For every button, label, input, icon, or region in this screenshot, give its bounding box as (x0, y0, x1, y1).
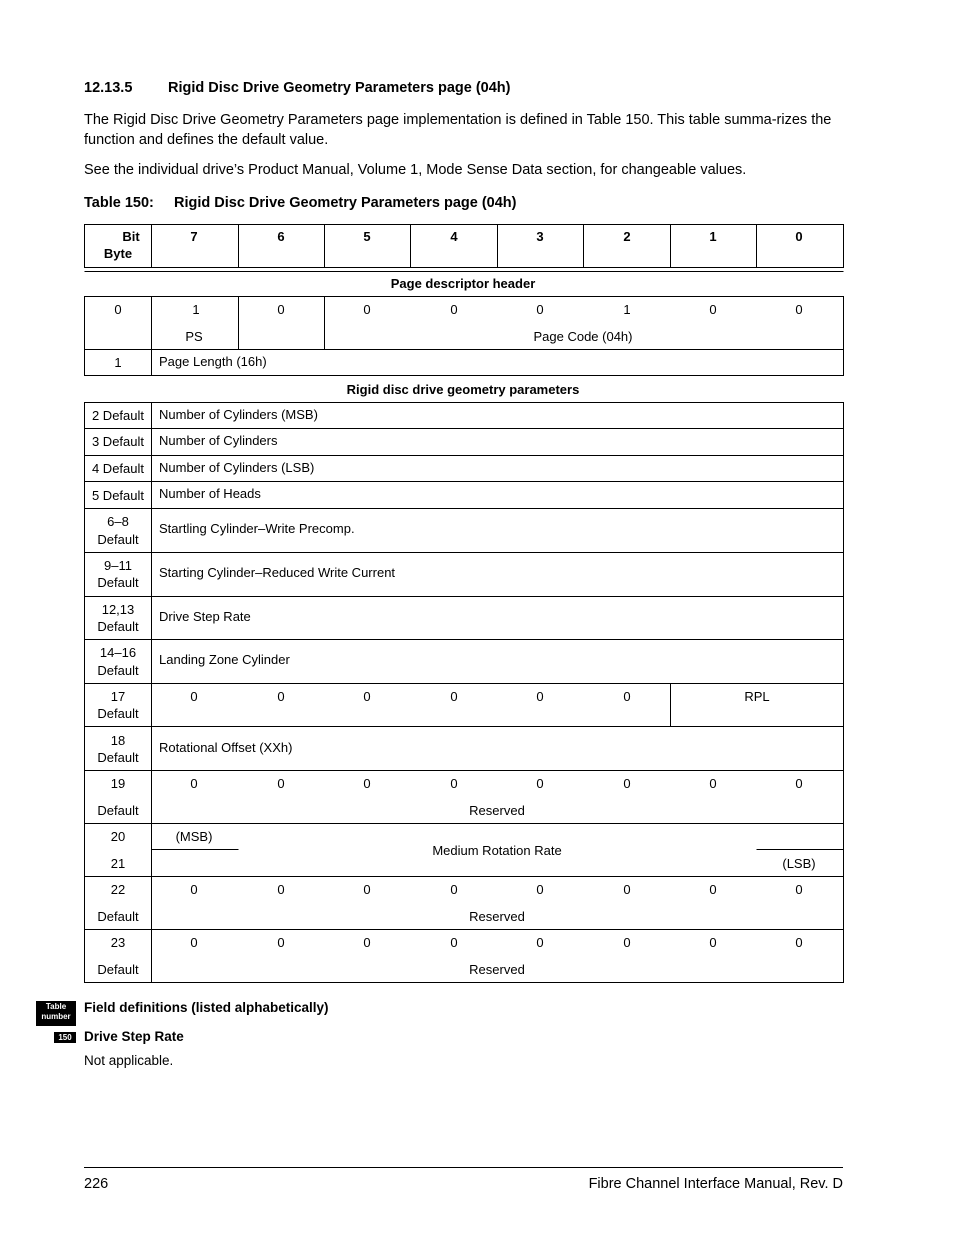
row17-bit6: 0 (277, 689, 285, 704)
row0-bit5: 0 (363, 302, 371, 317)
row23-bit2: 0 (623, 935, 631, 950)
row2-desc: Number of Cylinders (MSB) (159, 407, 318, 422)
section-header-page-descriptor: Page descriptor header (390, 276, 536, 291)
row19-bit2: 0 (623, 776, 631, 791)
row18-byte: 18 (110, 733, 126, 748)
row19-byte: 19 (110, 776, 126, 791)
header-bit-7: 7 (190, 229, 198, 244)
row19-bit0: 0 (795, 776, 803, 791)
row0-bit0: 0 (795, 302, 803, 317)
row19-bit7: 0 (190, 776, 198, 791)
row9-desc: Starting Cylinder–Reduced Write Current (159, 565, 396, 580)
field-text-drive-step-rate: Not applicable. (84, 1053, 174, 1068)
row17-bit2: 0 (623, 689, 631, 704)
note-paragraph: See the individual drive’s Product Manual, Volume 1, Mode Sense Data section, for changeable values. (84, 162, 747, 178)
row0-ps-label: PS (185, 329, 203, 344)
header-bit-0: 0 (795, 229, 803, 244)
row2-byte: 2 Default (91, 408, 145, 423)
row5-byte: 5 Default (91, 488, 145, 503)
row23-bit3: 0 (536, 935, 544, 950)
row14-byte: 14–16 (99, 645, 137, 660)
row9-byte: 9–11 (104, 558, 132, 573)
row14-desc: Landing Zone Cylinder (159, 652, 290, 667)
row3-desc: Number of Cylinders (159, 433, 278, 448)
header-bit-1: 1 (709, 229, 717, 244)
section-header-geometry: Rigid disc drive geometry parameters (346, 382, 580, 397)
table-number-badge[interactable]: 150 (54, 1032, 76, 1043)
row20-msb: (MSB) (175, 829, 213, 844)
row22-bit6: 0 (277, 882, 285, 897)
row19-bit4: 0 (450, 776, 458, 791)
row17-bit5: 0 (363, 689, 371, 704)
row20-medium-rotation-rate: Medium Rotation Rate (432, 843, 562, 858)
row23-bit6: 0 (277, 935, 285, 950)
row23-bit4: 0 (450, 935, 458, 950)
row23-bit5: 0 (363, 935, 371, 950)
page-number: 226 (84, 1176, 109, 1192)
row17-bit4: 0 (450, 689, 458, 704)
header-bit-label: Bit (122, 229, 140, 244)
row0-bit6: 0 (277, 302, 285, 317)
row23-byte: 23 (110, 935, 126, 950)
footer-rule (84, 1167, 843, 1168)
row0-bit1: 0 (709, 302, 717, 317)
table-caption-title: Rigid Disc Drive Geometry Parameters page (04h) (174, 195, 517, 211)
row23-reserved: Reserved (469, 962, 525, 977)
row22-reserved: Reserved (469, 909, 525, 924)
row0-page-code: Page Code (04h) (533, 329, 633, 344)
row19-default: Default (97, 803, 139, 818)
row1-desc: Page Length (16h) (159, 354, 267, 369)
row22-bit3: 0 (536, 882, 544, 897)
row23-default: Default (97, 962, 139, 977)
table-tab-label-1: Table (45, 1002, 67, 1011)
header-bit-3: 3 (536, 229, 544, 244)
row4-desc: Number of Cylinders (LSB) (159, 460, 315, 475)
row18-desc: Rotational Offset (XXh) (159, 740, 293, 755)
row22-byte: 22 (110, 882, 126, 897)
field-definitions-heading: Field definitions (listed alphabetically) (84, 1000, 329, 1015)
row12-default: Default (97, 619, 139, 634)
row23-bit1: 0 (709, 935, 717, 950)
row6-byte: 6–8 (107, 514, 129, 529)
row22-bit2: 0 (623, 882, 631, 897)
row17-bit7: 0 (190, 689, 198, 704)
header-byte-label: Byte (103, 246, 133, 261)
row3-byte: 3 Default (91, 434, 145, 449)
row18-default: Default (97, 750, 139, 765)
row17-rpl: RPL (744, 689, 770, 704)
row6-desc: Startling Cylinder–Write Precomp. (159, 521, 355, 536)
row17-bit3: 0 (536, 689, 544, 704)
row0-bit3: 0 (536, 302, 544, 317)
row5-desc: Number of Heads (159, 486, 261, 501)
row20-byte: 20 (110, 829, 126, 844)
table-number-tab (36, 1001, 76, 1026)
row22-bit1: 0 (709, 882, 717, 897)
row0-bit7: 1 (192, 302, 200, 317)
header-bit-2: 2 (623, 229, 631, 244)
table-tab-label-2: number (41, 1012, 71, 1021)
row6-default: Default (97, 532, 139, 547)
section-title: Rigid Disc Drive Geometry Parameters page (04h) (168, 80, 511, 96)
row21-lsb: (LSB) (782, 856, 816, 871)
row21-byte: 21 (110, 856, 126, 871)
row14-default: Default (97, 663, 139, 678)
row19-bit1: 0 (709, 776, 717, 791)
row19-bit3: 0 (536, 776, 544, 791)
header-bit-4: 4 (450, 229, 458, 244)
row23-bit7: 0 (190, 935, 198, 950)
row9-default: Default (97, 575, 139, 590)
row1-byte: 1 (114, 355, 122, 370)
header-bit-6: 6 (277, 229, 285, 244)
field-name-drive-step-rate: Drive Step Rate (84, 1029, 184, 1044)
row0-byte: 0 (114, 302, 122, 317)
row0-bit2: 1 (623, 302, 631, 317)
row0-bit4: 0 (450, 302, 458, 317)
row22-bit7: 0 (190, 882, 198, 897)
row19-bit5: 0 (363, 776, 371, 791)
row12-desc: Drive Step Rate (159, 609, 251, 624)
intro-paragraph: The Rigid Disc Drive Geometry Parameters page implementation is defined in Table 150. This table summa-rizes the function and defines the default value. (84, 112, 832, 148)
table-caption-number: Table 150: (84, 195, 154, 211)
section-number: 12.13.5 (84, 80, 133, 96)
row22-bit4: 0 (450, 882, 458, 897)
row19-reserved: Reserved (469, 803, 525, 818)
row17-default: Default (97, 706, 139, 721)
footer-title: Fibre Channel Interface Manual, Rev. D (588, 1176, 843, 1192)
row17-byte: 17 (110, 689, 126, 704)
header-bit-5: 5 (363, 229, 371, 244)
row23-bit0: 0 (795, 935, 803, 950)
row19-bit6: 0 (277, 776, 285, 791)
row22-bit5: 0 (363, 882, 371, 897)
row22-bit0: 0 (795, 882, 803, 897)
row22-default: Default (97, 909, 139, 924)
row4-byte: 4 Default (91, 461, 145, 476)
row12-byte: 12,13 (101, 602, 135, 617)
